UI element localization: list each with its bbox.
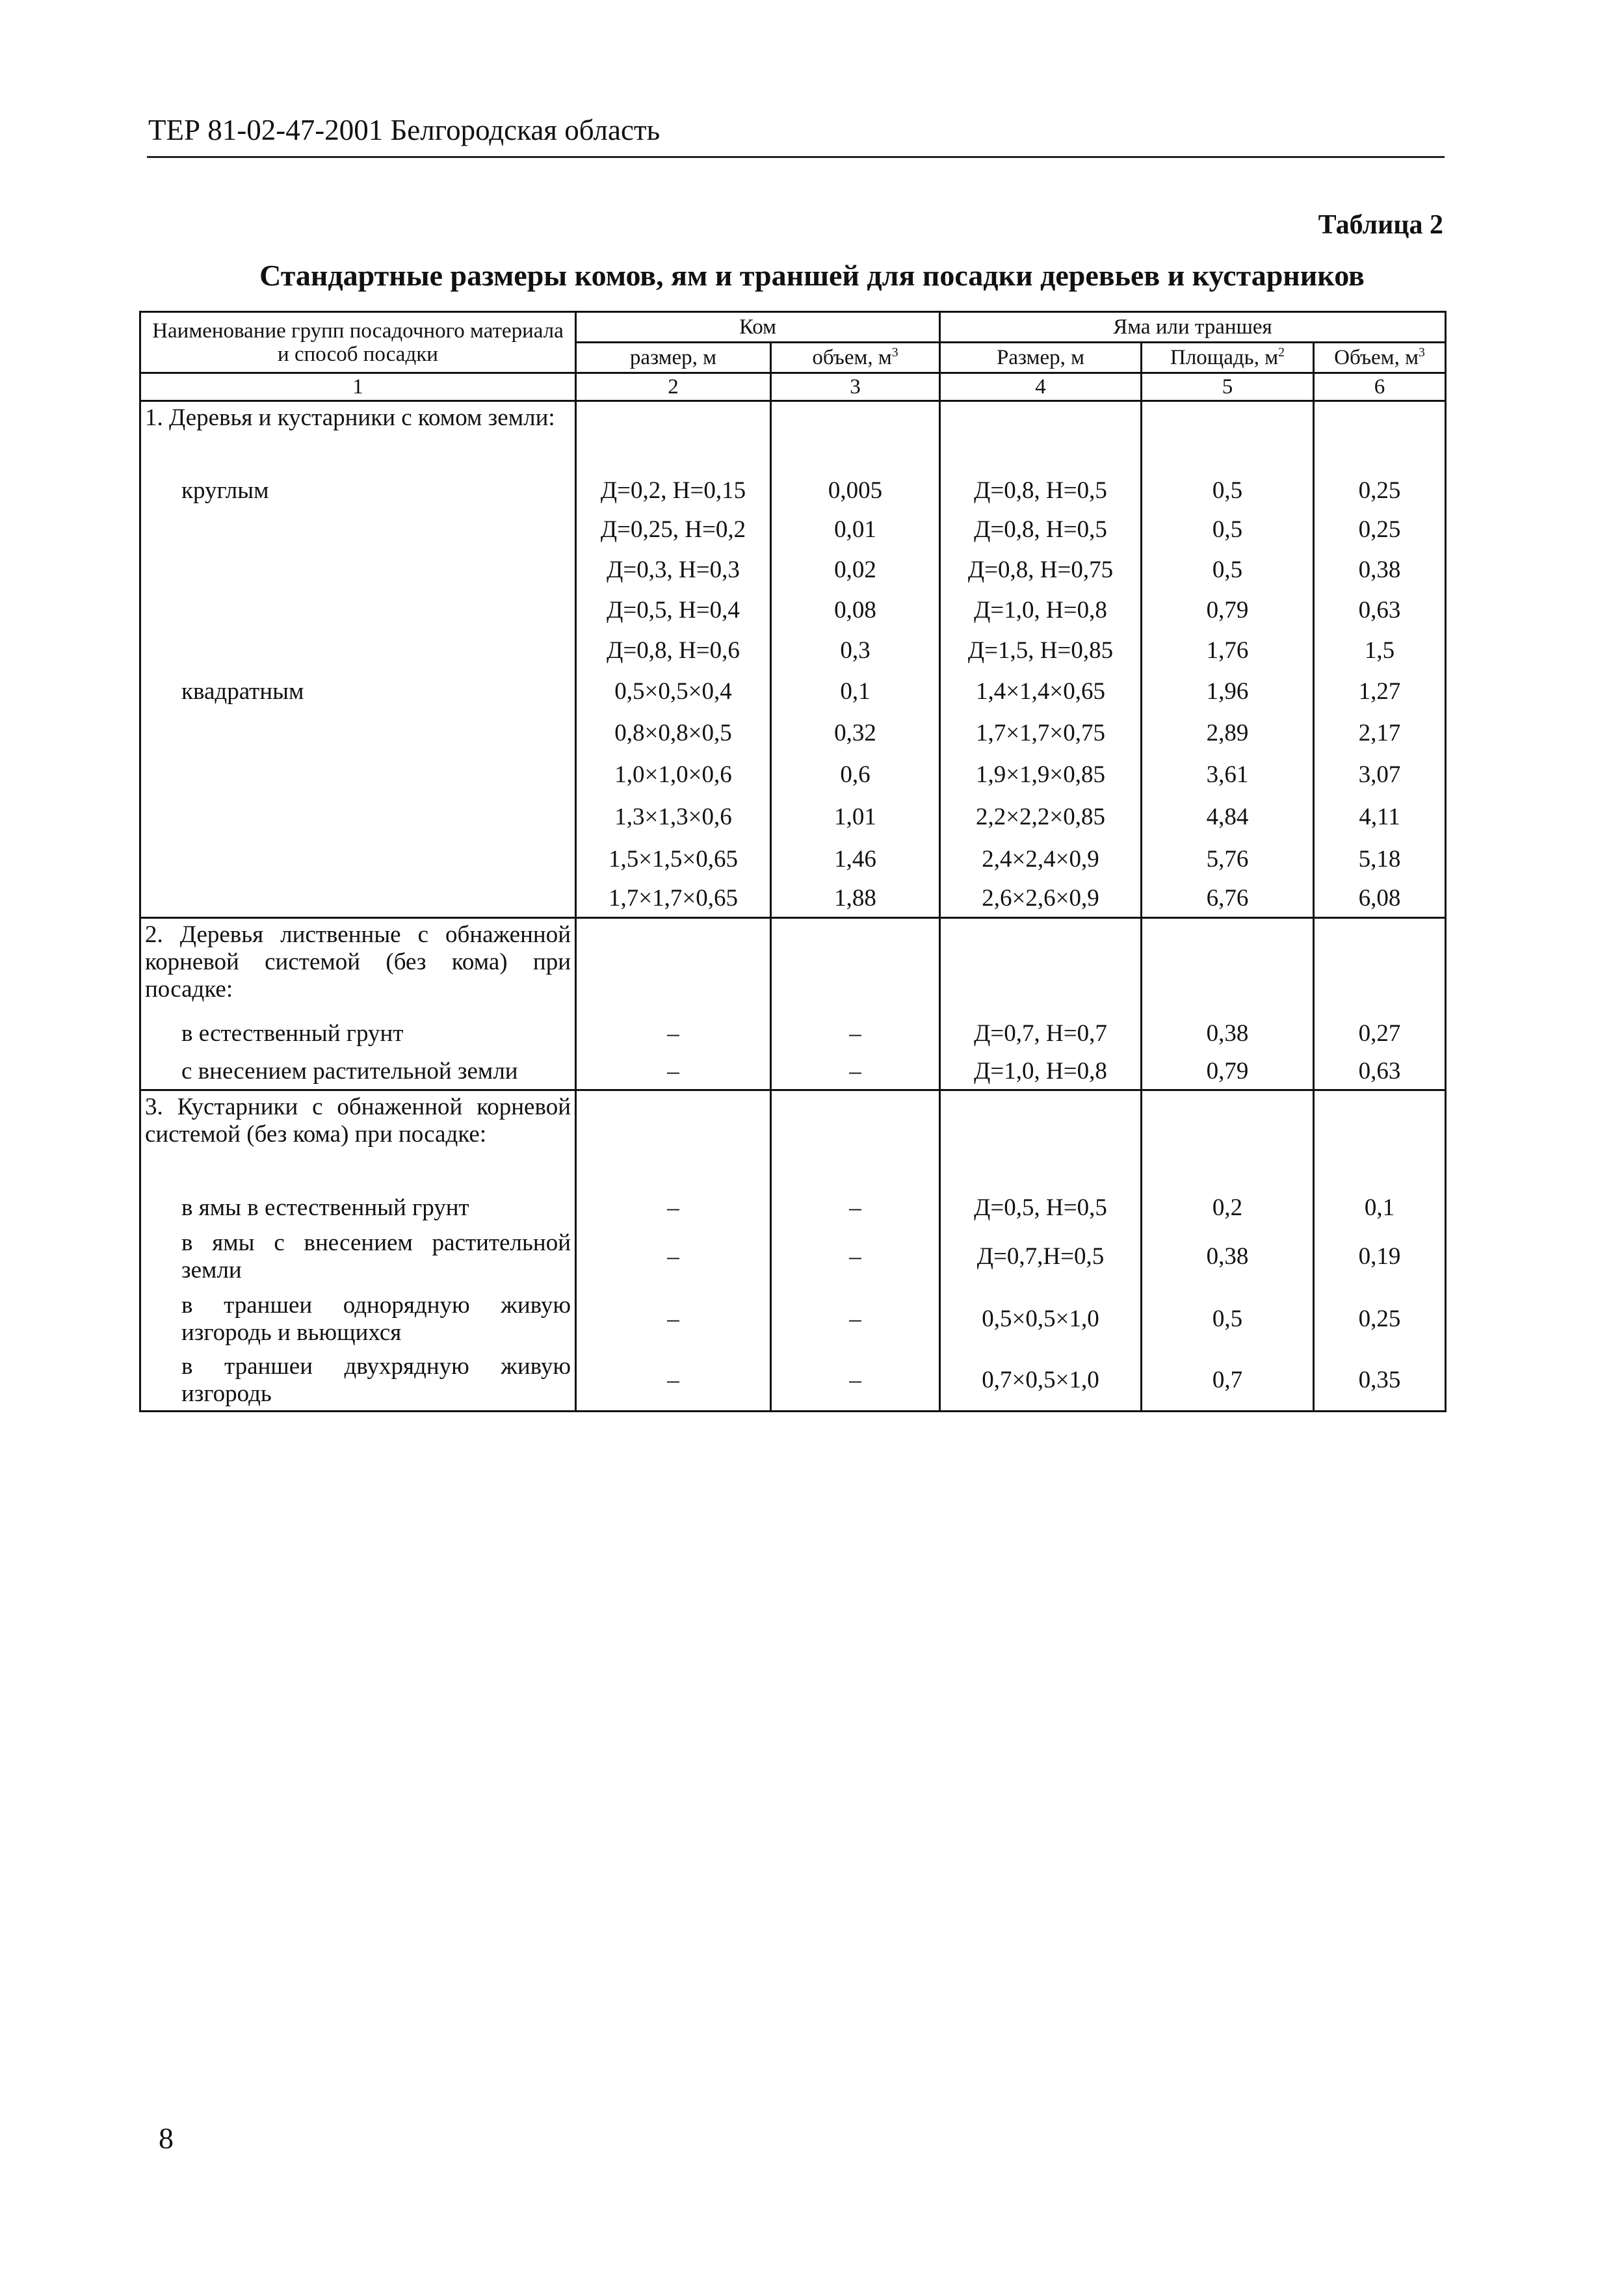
- table-cell: 0,005: [771, 471, 940, 510]
- table-cell: Д=0,25, Н=0,2: [576, 510, 771, 550]
- table-cell: 1,0×1,0×0,6: [576, 754, 771, 796]
- table-cell: 0,7×0,5×1,0: [940, 1350, 1142, 1412]
- table-cell: –: [771, 1226, 940, 1288]
- row-label: в траншеи однорядную живую изгородь и вьющихся: [140, 1288, 576, 1350]
- planting-sizes-table: [139, 311, 1447, 1412]
- table-cell: 1,5: [1314, 631, 1446, 671]
- table-cell: 3,07: [1314, 754, 1446, 796]
- table-cell: 1,76: [1142, 631, 1314, 671]
- table-cell: 1,01: [771, 796, 940, 839]
- table-cell: –: [771, 1190, 940, 1226]
- subgroup-label: квадратным: [140, 671, 576, 713]
- table-cell: 0,19: [1314, 1226, 1446, 1288]
- table-cell: 0,5: [1142, 550, 1314, 590]
- table-cell: 5,76: [1142, 839, 1314, 880]
- table-cell: Д=0,5, Н=0,5: [940, 1190, 1142, 1226]
- table-cell: 1,3×1,3×0,6: [576, 796, 771, 839]
- table-cell: 0,5: [1142, 471, 1314, 510]
- table-cell: 0,02: [771, 550, 940, 590]
- table-cell: Д=0,5, Н=0,4: [576, 590, 771, 631]
- col-header-yama-area: Площадь, $м^2$: [1142, 343, 1314, 373]
- group-title: 3. Кустарники с обнаженной корневой системой (без кома) при посадке:: [140, 1090, 576, 1190]
- table-cell: 0,25: [1314, 510, 1446, 550]
- table-cell: –: [576, 1190, 771, 1226]
- group-title: 1. Деревья и кустарники с комом земли:: [140, 401, 576, 471]
- table-cell: Д=1,5, Н=0,85: [940, 631, 1142, 671]
- table-cell: 1,27: [1314, 671, 1446, 713]
- table-cell: 0,27: [1314, 1014, 1446, 1054]
- table-cell: 1,5×1,5×0,65: [576, 839, 771, 880]
- row-label: в ямы с внесением растительной земли: [140, 1226, 576, 1288]
- table-cell: 1,4×1,4×0,65: [940, 671, 1142, 713]
- table-cell: –: [576, 1014, 771, 1054]
- table-cell: –: [771, 1288, 940, 1350]
- col-header-kom: Ком: [576, 312, 940, 343]
- table-title: Стандартные размеры комов, ям и траншей для посадки деревьев и кустарников: [259, 259, 1365, 292]
- col-number: 5: [1142, 373, 1314, 401]
- col-number: 2: [576, 373, 771, 401]
- col-header-kom-volume: объем, $м^3$: [771, 343, 940, 373]
- table-cell: 1,7×1,7×0,75: [940, 713, 1142, 754]
- row-label: в ямы в естественный грунт: [140, 1190, 576, 1226]
- table-cell: –: [576, 1054, 771, 1090]
- row-label: в траншеи двухрядную живую изгородь: [140, 1350, 576, 1412]
- col-number: 4: [940, 373, 1142, 401]
- table-cell: 2,89: [1142, 713, 1314, 754]
- table-cell: Д=0,2, Н=0,15: [576, 471, 771, 510]
- table-cell: –: [576, 1226, 771, 1288]
- table-cell: –: [771, 1054, 940, 1090]
- table-cell: 2,2×2,2×0,85: [940, 796, 1142, 839]
- col-header-yama: Яма или траншея: [940, 312, 1446, 343]
- table-cell: 0,63: [1314, 590, 1446, 631]
- table-cell: –: [771, 1014, 940, 1054]
- row-label: с внесением растительной земли: [140, 1054, 576, 1090]
- col-header-yama-size: Размер, м: [940, 343, 1142, 373]
- table-cell: –: [771, 1350, 940, 1412]
- table-cell: 0,01: [771, 510, 940, 550]
- table-cell: 1,88: [771, 880, 940, 918]
- header-rule: [147, 156, 1445, 158]
- table-cell: 0,5×0,5×0,4: [576, 671, 771, 713]
- col-header-kom-size: размер, м: [576, 343, 771, 373]
- col-number: 6: [1314, 373, 1446, 401]
- table-cell: 0,38: [1314, 550, 1446, 590]
- page-number: 8: [159, 2122, 174, 2155]
- table-cell: –: [576, 1350, 771, 1412]
- table-cell: Д=0,7, Н=0,7: [940, 1014, 1142, 1054]
- table-cell: 0,5: [1142, 1288, 1314, 1350]
- group-title: 2. Деревья лиственные с обнаженной корневой системой (без кома) при посадке:: [140, 918, 576, 1014]
- table-cell: Д=0,8, Н=0,75: [940, 550, 1142, 590]
- table-cell: 0,2: [1142, 1190, 1314, 1226]
- table-cell: –: [576, 1288, 771, 1350]
- table-cell: 1,96: [1142, 671, 1314, 713]
- table-cell: 0,25: [1314, 1288, 1446, 1350]
- table-cell: 0,63: [1314, 1054, 1446, 1090]
- table-cell: 0,35: [1314, 1350, 1446, 1412]
- table-cell: 2,17: [1314, 713, 1446, 754]
- table-cell: 0,79: [1142, 590, 1314, 631]
- table-label: Таблица 2: [1318, 210, 1443, 240]
- table-cell: 0,32: [771, 713, 940, 754]
- table-cell: 3,61: [1142, 754, 1314, 796]
- table-cell: 6,08: [1314, 880, 1446, 918]
- col-header-yama-volume: Объем, $м^3$: [1314, 343, 1446, 373]
- col-number: 1: [140, 373, 576, 401]
- table-cell: 0,7: [1142, 1350, 1314, 1412]
- table-cell: 0,08: [771, 590, 940, 631]
- table-cell: 4,84: [1142, 796, 1314, 839]
- table-cell: 0,38: [1142, 1014, 1314, 1054]
- table-cell: Д=0,8, Н=0,6: [576, 631, 771, 671]
- table-cell: 2,4×2,4×0,9: [940, 839, 1142, 880]
- col-number: 3: [771, 373, 940, 401]
- table-cell: Д=0,7,Н=0,5: [940, 1226, 1142, 1288]
- table-cell: 0,79: [1142, 1054, 1314, 1090]
- table-cell: 5,18: [1314, 839, 1446, 880]
- subgroup-label: круглым: [140, 471, 576, 510]
- table-cell: 0,6: [771, 754, 940, 796]
- table-cell: 0,8×0,8×0,5: [576, 713, 771, 754]
- table-cell: 0,38: [1142, 1226, 1314, 1288]
- table-cell: 2,6×2,6×0,9: [940, 880, 1142, 918]
- table-cell: 1,9×1,9×0,85: [940, 754, 1142, 796]
- table-cell: 4,11: [1314, 796, 1446, 839]
- running-header: ТЕР 81-02-47-2001 Белгородская область: [148, 114, 661, 146]
- table-cell: 1,7×1,7×0,65: [576, 880, 771, 918]
- table-cell: Д=0,3, Н=0,3: [576, 550, 771, 590]
- table-cell: 0,3: [771, 631, 940, 671]
- table-cell: 0,5: [1142, 510, 1314, 550]
- table-cell: 1,46: [771, 839, 940, 880]
- table-cell: 0,1: [771, 671, 940, 713]
- table-cell: Д=0,8, Н=0,5: [940, 471, 1142, 510]
- row-label: в естественный грунт: [140, 1014, 576, 1054]
- table-cell: Д=1,0, Н=0,8: [940, 590, 1142, 631]
- table-cell: Д=0,8, Н=0,5: [940, 510, 1142, 550]
- col-header-name: Наименование групп посадочного материала и способ посадки: [140, 312, 576, 373]
- table-cell: 0,25: [1314, 471, 1446, 510]
- table-cell: 0,1: [1314, 1190, 1446, 1226]
- table-cell: 0,5×0,5×1,0: [940, 1288, 1142, 1350]
- table-cell: 6,76: [1142, 880, 1314, 918]
- table-cell: Д=1,0, Н=0,8: [940, 1054, 1142, 1090]
